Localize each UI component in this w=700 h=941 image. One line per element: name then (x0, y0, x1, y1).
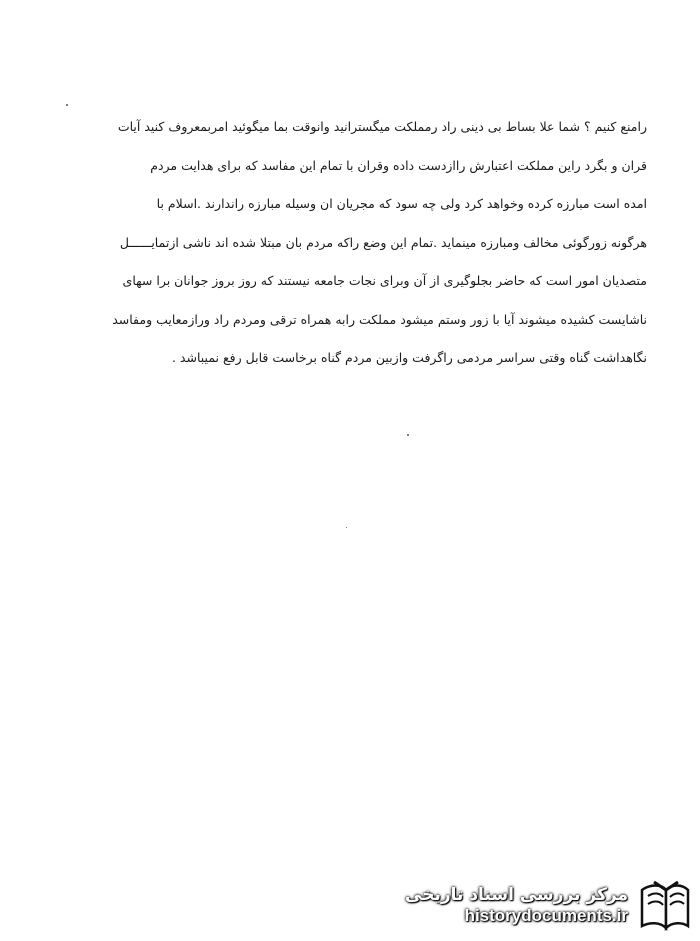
text-line-2: قران و بگرد راین مملکت اعتبارش راازدست داده وقران با تمام این مفاسد که برای هدایت مردم (150, 157, 647, 173)
text-line-4: هرگونه زورگوئی مخالف ومبارزه مینماید .تمام این وضع راکه مردم بان مبتلا شده اند ناشی ازتمایــــــل (119, 234, 647, 250)
watermark (405, 875, 692, 937)
scan-speck (346, 527, 347, 528)
watermark-title: مرکز بررسی اسناد تاریخی (405, 885, 628, 906)
open-book-logo-icon (636, 878, 692, 934)
scan-speck (66, 104, 68, 106)
watermark-url: historydocuments.ir (464, 906, 628, 925)
scan-speck (407, 434, 409, 436)
watermark-text (405, 886, 628, 925)
text-line-3: امده است مبارزه کرده وخواهد کرد ولی چه سود که مجریان ان وسیله مبارزه راندارند .اسلام با (156, 196, 647, 211)
text-line-6: ناشایست کشیده میشوند آیا با زور وستم میشود مملکت رابه همراه ترقی ومردم راد ورازمعایب ومفاسد (112, 311, 647, 327)
document-body (55, 108, 647, 378)
text-line-5: متصدیان امور است که حاضر بجلوگیری از آن وبرای نجات جامعه نیستند که روز بروز جوانان برا سهای (122, 273, 647, 288)
text-line-1: رامنع کنیم ؟ شما علا بساط بی دینی راد رمملکت میگسترانید وانوقت بما میگوئید امربمعروف کنید آیات (117, 119, 647, 134)
text-line-7: نگاهداشت گناه وقتی سراسر مردمی راگرفت وازبین مردم گناه برخاست قابل رفع نمیباشد . (171, 350, 647, 365)
